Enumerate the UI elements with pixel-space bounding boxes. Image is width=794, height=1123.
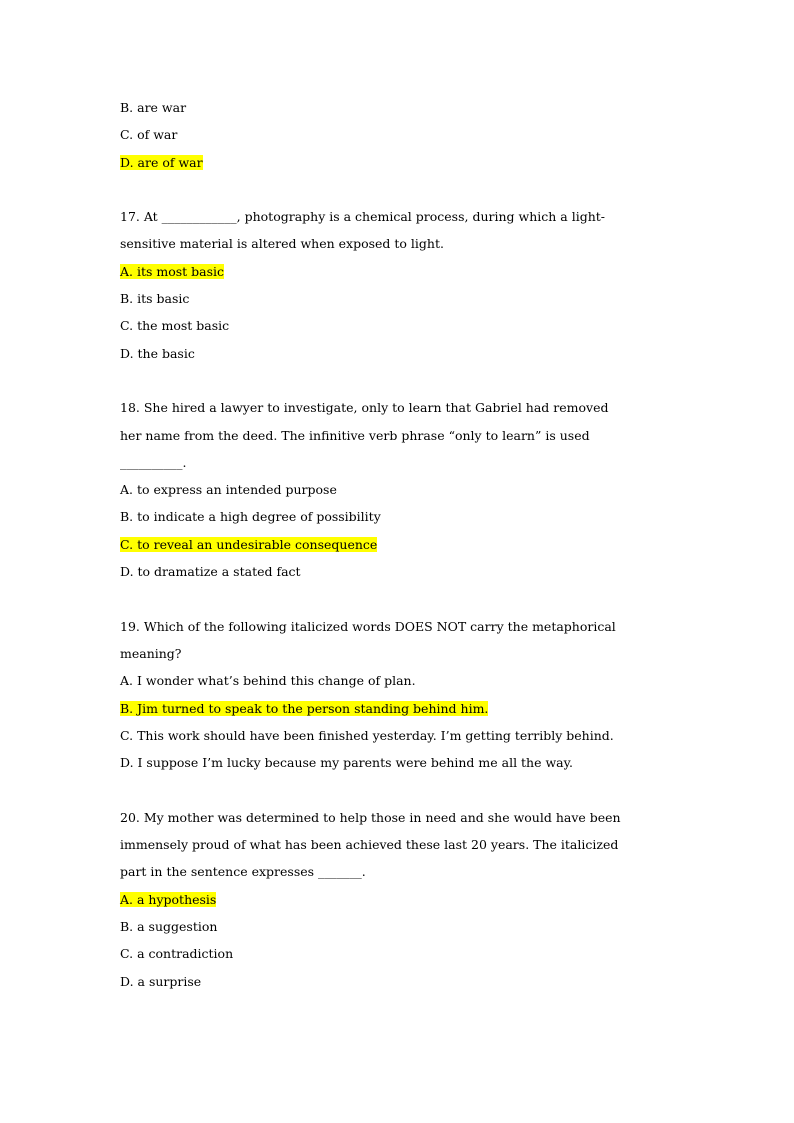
option-c: C. to reveal an undesirable consequence	[120, 536, 378, 552]
document-page	[120, 94, 680, 995]
option-a: A. its most basic	[120, 263, 225, 279]
question-19	[120, 613, 680, 777]
option-row	[120, 531, 680, 558]
option-row	[120, 722, 680, 749]
question-stem-line: 19. Which of the following italicized words DOES NOT carry the metaphorical	[120, 618, 616, 634]
option-c: C. of war	[120, 127, 178, 143]
option-row	[120, 558, 680, 585]
option-row	[120, 940, 680, 967]
question-stem-line: immensely proud of what has been achieved these last 20 years. The italicized	[120, 837, 619, 853]
question-stem-line: 20. My mother was determined to help those in need and she would have been	[120, 809, 621, 825]
option-row	[120, 258, 680, 285]
option-d: D. I suppose I’m lucky because my parents were behind me all the way.	[120, 755, 574, 771]
option-row	[120, 749, 680, 776]
option-row	[120, 503, 680, 530]
option-b: B. to indicate a high degree of possibility	[120, 509, 381, 525]
option-row	[120, 913, 680, 940]
option-a: A. to express an intended purpose	[120, 482, 337, 498]
option-row	[120, 149, 680, 176]
question-stem-line: her name from the deed. The infinitive verb phrase “only to learn” is used	[120, 427, 590, 443]
question-18	[120, 394, 680, 585]
option-b: B. a suggestion	[120, 918, 218, 934]
option-row	[120, 695, 680, 722]
question-stem-line: sensitive material is altered when exposed to light.	[120, 236, 444, 252]
option-row	[120, 476, 680, 503]
question-17	[120, 203, 680, 367]
option-row	[120, 312, 680, 339]
option-row	[120, 340, 680, 367]
option-row	[120, 285, 680, 312]
option-a: A. a hypothesis	[120, 891, 217, 907]
question-stem-line: 17. At ____________, photography is a chemical process, during which a light-	[120, 209, 606, 225]
option-d: D. to dramatize a stated fact	[120, 564, 301, 580]
question-stem-line: part in the sentence expresses _______.	[120, 864, 366, 880]
option-d: D. a surprise	[120, 973, 202, 989]
option-c: C. the most basic	[120, 318, 230, 334]
option-row	[120, 886, 680, 913]
option-b: B. Jim turned to speak to the person standing behind him.	[120, 700, 489, 716]
question-16-options	[120, 94, 680, 176]
question-stem-line: 18. She hired a lawyer to investigate, only to learn that Gabriel had removed	[120, 400, 609, 416]
option-c: C. This work should have been finished yesterday. I’m getting terribly behind.	[120, 727, 614, 743]
question-stem-line: __________.	[120, 454, 187, 470]
question-stem-line: meaning?	[120, 645, 182, 661]
option-b: B. are war	[120, 100, 187, 115]
option-row	[120, 121, 680, 148]
option-d: D. the basic	[120, 345, 195, 361]
option-a: A. I wonder what’s behind this change of plan.	[120, 673, 416, 689]
question-20	[120, 804, 680, 995]
option-d: D. are of war	[120, 154, 203, 170]
option-row	[120, 667, 680, 694]
option-b: B. its basic	[120, 291, 190, 307]
option-c: C. a contradiction	[120, 946, 234, 962]
option-row	[120, 968, 680, 995]
option-row	[120, 94, 680, 121]
